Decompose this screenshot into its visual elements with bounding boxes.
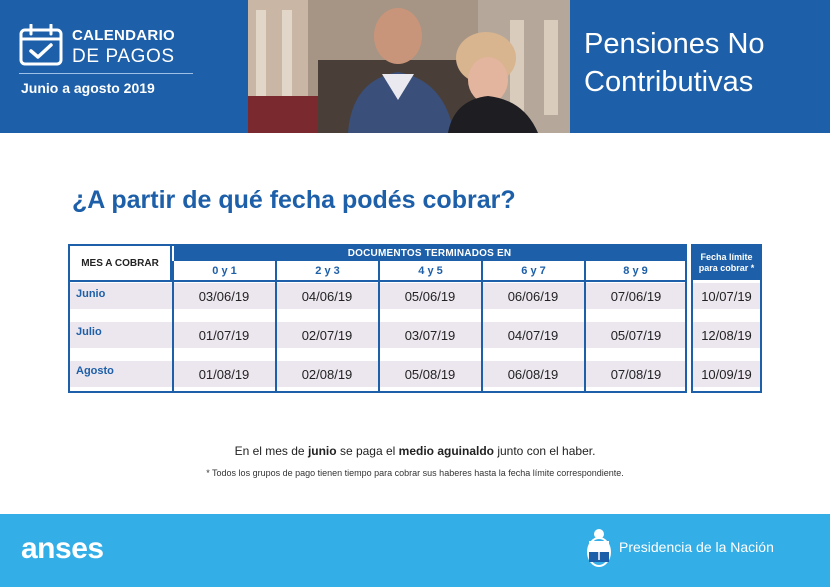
table-cell: 07/06/19 — [610, 288, 662, 304]
table-cell: 01/07/19 — [198, 327, 250, 343]
note-emphasis: junio — [307, 444, 337, 458]
escudo-nacional-icon — [585, 528, 613, 568]
aguinaldo-note — [0, 444, 830, 458]
limit-table — [691, 244, 762, 393]
table-cell: 04/07/19 — [507, 327, 559, 343]
question-heading: ¿A partir de qué fecha podés cobrar? — [72, 186, 516, 214]
header-photo — [248, 0, 570, 133]
mes-header: MES A COBRAR — [70, 246, 172, 280]
note-text: En el mes de — [234, 444, 308, 458]
anses-logo: anses — [21, 532, 104, 565]
row-month-junio: Junio — [76, 288, 106, 300]
table-cell: 05/06/19 — [404, 288, 456, 304]
presidencia-label: Presidencia de la Nación — [619, 539, 774, 555]
note-text: junto con el haber. — [494, 444, 596, 458]
limit-cell: 12/08/19 — [701, 327, 752, 343]
limit-cell: 10/07/19 — [701, 288, 752, 304]
program-title-line1: Pensiones No — [584, 28, 765, 60]
table-cell: 02/07/19 — [301, 327, 353, 343]
table-cell: 01/08/19 — [198, 366, 250, 382]
header-program-block — [570, 0, 830, 133]
table-cell: 02/08/19 — [301, 366, 353, 382]
column-header-0: 0 y 1 — [172, 261, 275, 280]
table-cell: 03/07/19 — [404, 327, 456, 343]
limit-cell: 10/09/19 — [701, 366, 752, 382]
note-emphasis: medio aguinaldo — [398, 444, 494, 458]
table-cell: 03/06/19 — [198, 288, 250, 304]
table-cell: 05/08/19 — [404, 366, 456, 382]
header — [0, 0, 830, 133]
row-month-agosto: Agosto — [76, 365, 114, 377]
column-header-4: 8 y 9 — [584, 261, 685, 280]
table-cell: 05/07/19 — [610, 327, 662, 343]
column-header-2: 4 y 5 — [378, 261, 481, 280]
header-title-block — [0, 0, 248, 133]
header-title-line1: CALENDARIO — [72, 27, 175, 44]
footnote: * Todos los grupos de pago tienen tiempo para cobrar sus haberes hasta la fecha límite correspondiente. — [206, 468, 624, 478]
footer — [0, 514, 830, 587]
documents-header: DOCUMENTOS TERMINADOS EN — [174, 246, 685, 261]
table-cell: 07/08/19 — [610, 366, 662, 382]
payment-table — [68, 244, 687, 393]
calendar-check-icon — [19, 24, 63, 66]
header-photo-illustration — [248, 0, 570, 133]
table-cell: 06/06/19 — [507, 288, 559, 304]
note-text: se paga el — [336, 444, 399, 458]
header-title-line2: DE PAGOS — [72, 46, 175, 67]
column-header-1: 2 y 3 — [275, 261, 378, 280]
table-cell: 04/06/19 — [301, 288, 353, 304]
limit-header: Fecha límite para cobrar * — [693, 246, 760, 280]
row-month-julio: Julio — [76, 326, 102, 338]
program-title-line2: Contributivas — [584, 66, 754, 98]
header-period: Junio a agosto 2019 — [21, 80, 155, 96]
column-header-3: 6 y 7 — [481, 261, 584, 280]
table-cell: 06/08/19 — [507, 366, 559, 382]
header-divider — [19, 73, 193, 74]
